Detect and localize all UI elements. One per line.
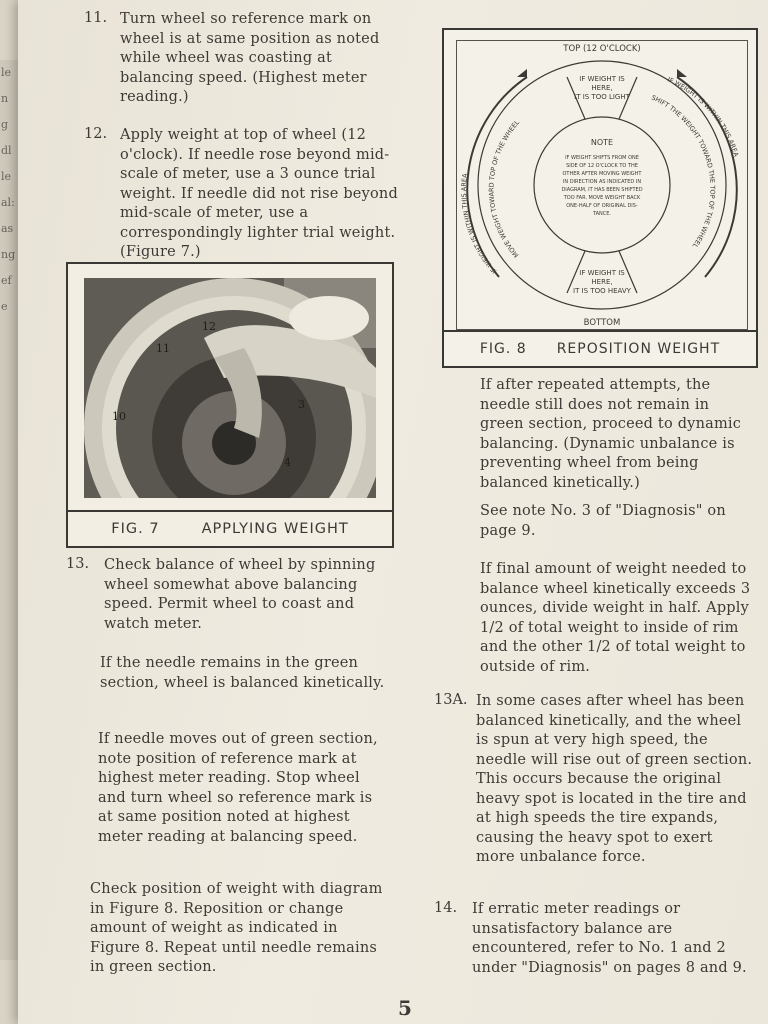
edge-text: ng	[1, 248, 16, 261]
svg-text:ONE-HALF OF ORIGINAL DIS-: ONE-HALF OF ORIGINAL DIS-	[566, 203, 638, 209]
edge-text: e	[1, 300, 8, 313]
svg-text:IN DIRECTION AS INDICATED IN: IN DIRECTION AS INDICATED IN	[562, 179, 642, 185]
figure-7-label: FIG. 7	[111, 521, 160, 537]
svg-text:IF WEIGHT IS: IF WEIGHT IS	[579, 75, 625, 83]
svg-text:TANCE.: TANCE.	[592, 211, 612, 217]
svg-text:MOVE WEIGHT TOWARD TOP OF THE: MOVE WEIGHT TOWARD TOP OF THE WHEEL	[487, 118, 522, 259]
svg-text:SHIFT THE WEIGHT TOWARD THE TO: SHIFT THE WEIGHT TOWARD THE TOP OF THE WHEEL	[650, 93, 717, 250]
edge-text: al:	[1, 196, 15, 209]
svg-text:IF WEIGHT SHIFTS FROM ONE: IF WEIGHT SHIFTS FROM ONE	[565, 155, 639, 161]
figure-7-caption	[68, 510, 392, 546]
svg-text:SIDE OF 12 O'CLOCK TO THE: SIDE OF 12 O'CLOCK TO THE	[566, 163, 638, 169]
step-13-paragraph-2: If the needle remains in the green section, wheel is balanced kinetically.	[100, 655, 385, 691]
svg-text:4: 4	[284, 456, 291, 469]
reposition-weight-diagram-icon	[457, 41, 747, 329]
svg-text:IT IS TOO LIGHT: IT IS TOO LIGHT	[574, 93, 630, 101]
wheel-photo-icon	[84, 278, 376, 498]
svg-text:3: 3	[298, 398, 305, 411]
svg-text:HERE,: HERE,	[591, 278, 613, 286]
svg-text:IF WEIGHT IS: IF WEIGHT IS	[579, 269, 625, 277]
svg-text:HERE,: HERE,	[591, 84, 613, 92]
right-paragraph-3: If final amount of weight needed to balance wheel kinetically exceeds 3 ounces, divide weight in half. Apply 1/2 of total weight to inside of rim and the other 1/2 of total weight to outside of rim.	[480, 561, 751, 675]
step-12-text: Apply weight at top of wheel (12 o'clock). If needle rose beyond mid-scale of meter, use a 3 ounce trial weight. If needle did not rise beyond mid-scale of meter, use a correspondingly lighter trial weight. (Figure 7.)	[120, 127, 398, 260]
svg-text:IT IS TOO HEAVY: IT IS TOO HEAVY	[573, 287, 631, 295]
step-13a-text: In some cases after wheel has been balanced kinetically, and the wheel is spun at very high speed, the needle will rise out of green section. This occurs because the original heavy spot is located in the tire and at high speeds the tire expands, causing the heavy spot to exert more unbalance force.	[476, 693, 753, 865]
svg-text:OTHER AFTER MOVING WEIGHT: OTHER AFTER MOVING WEIGHT	[562, 171, 642, 177]
right-paragraph-2: See note No. 3 of "Diagnosis" on page 9.	[480, 503, 726, 539]
step-14-number: 14.	[434, 900, 458, 916]
step-13-paragraph-3: If needle moves out of green section, note position of reference mark at highest meter reading. Stop wheel and turn wheel so reference mark is at same position noted at highest meter reading at balancing speed.	[98, 731, 378, 845]
reposition-diagram	[456, 40, 748, 330]
step-14-text: If erratic meter readings or unsatisfactory balance are encountered, refer to No. 1 and 2 under "Diagnosis" on pages 8 and 9.	[472, 901, 747, 976]
svg-text:10: 10	[112, 410, 126, 423]
edge-text: as	[1, 222, 14, 235]
svg-text:NOTE: NOTE	[590, 138, 614, 147]
edge-text: ef	[1, 274, 12, 287]
step-13a-number: 13A.	[434, 692, 468, 708]
edge-text: n	[1, 92, 9, 105]
step-11-number: 11.	[84, 10, 108, 26]
svg-text:TOP (12 O'CLOCK): TOP (12 O'CLOCK)	[563, 44, 641, 54]
edge-text: le	[1, 170, 12, 183]
svg-text:12: 12	[202, 320, 216, 333]
right-paragraph-1: If after repeated attempts, the needle still does not remain in green section, proceed to dynamic balancing. (Dynamic unbalance is preventing wheel from being balanced kinetically.)	[480, 377, 742, 491]
svg-text:TOO FAR. MOVE WEIGHT BACK: TOO FAR. MOVE WEIGHT BACK	[563, 195, 641, 201]
svg-text:BOTTOM: BOTTOM	[583, 318, 621, 328]
step-13-paragraph-4: Check position of weight with diagram in Figure 8. Reposition or change amount of weight as indicated in Figure 8. Repeat until needle remains in green section.	[90, 881, 383, 975]
svg-text:IF WEIGHT IS WITHIN THIS AREA: IF WEIGHT IS WITHIN THIS AREA	[460, 172, 499, 276]
step-12-number: 12.	[84, 126, 108, 142]
figure-7	[66, 262, 394, 548]
edge-text: g	[1, 118, 9, 131]
figure-8-title: REPOSITION WEIGHT	[556, 341, 721, 357]
svg-text:IF WEIGHT IS WITHIN THIS AREA: IF WEIGHT IS WITHIN THIS AREA	[666, 75, 741, 158]
svg-text:11: 11	[156, 342, 170, 355]
step-13-text: Check balance of wheel by spinning wheel somewhat above balancing speed. Permit wheel to coast and watch meter.	[104, 557, 376, 632]
step-13-number: 13.	[66, 556, 90, 572]
figure-8-label: FIG. 8	[479, 341, 527, 357]
svg-text:DIAGRAM, IT HAS BEEN SHIFTED: DIAGRAM, IT HAS BEEN SHIFTED	[561, 187, 643, 193]
page-number: 5	[398, 996, 412, 1020]
edge-text: le	[1, 66, 12, 79]
edge-text: dl	[1, 144, 12, 157]
step-11-text: Turn wheel so reference mark on wheel is at same position as noted while wheel was coasting at balancing speed. (Highest meter reading.)	[120, 11, 380, 105]
figure-8-caption	[444, 330, 756, 366]
figure-8	[442, 28, 758, 368]
previous-page-edge	[0, 60, 18, 960]
figure-7-title: APPLYING WEIGHT	[201, 521, 349, 537]
applying-weight-photo	[84, 278, 376, 498]
